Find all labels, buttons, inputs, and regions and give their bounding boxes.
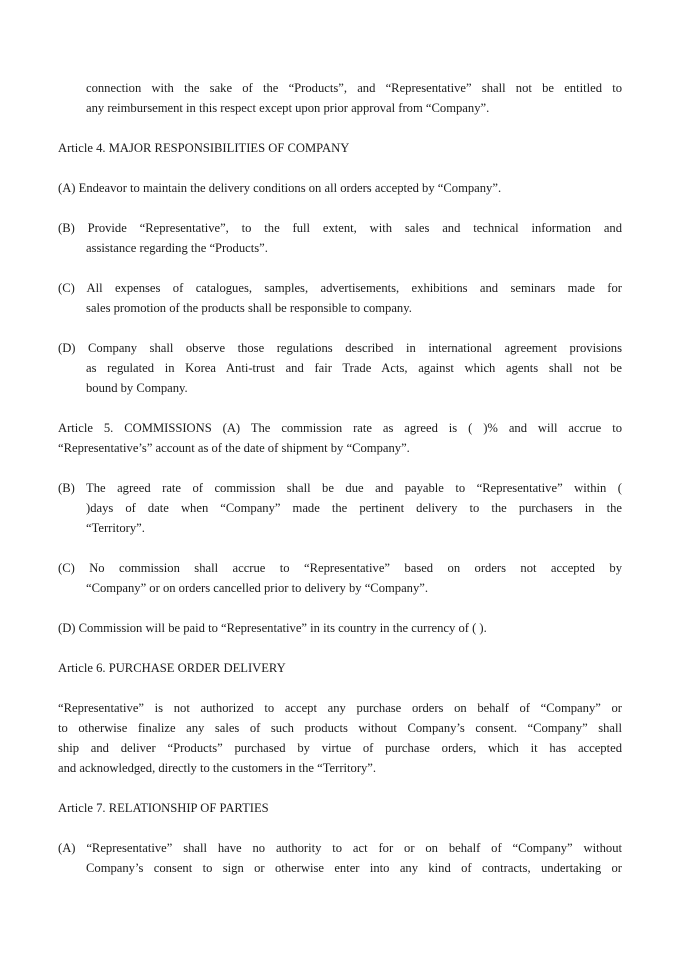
article-heading [58,138,622,158]
text-line: Article 4. MAJOR RESPONSIBILITIES OF COMPANY [58,141,350,155]
paragraph [58,338,622,398]
text-line: (A) Endeavor to maintain the delivery conditions on all orders accepted by “Company”. [58,181,502,195]
text-line: (A) “Representative” shall have no authority to act for or on behalf of “Company” without [58,841,622,855]
paragraph [58,218,622,258]
paragraph [58,838,622,878]
text-line: ship and deliver “Products” purchased by virtue of purchase orders, which it has accepted [58,741,622,755]
text-line: bound by Company. [86,381,188,395]
text-line: sales promotion of the products shall be responsible to company. [86,301,412,315]
paragraph [58,78,622,118]
text-line: “Representative” is not authorized to accept any purchase orders on behalf of “Company” or [58,701,622,715]
text-line: “Territory”. [86,521,145,535]
text-line: as regulated in Korea Anti-trust and fair Trade Acts, against which agents shall not be [86,361,622,375]
text-line: assistance regarding the “Products”. [86,241,268,255]
text-line: any reimbursement in this respect except upon prior approval from “Company”. [86,101,490,115]
text-line: (D) Commission will be paid to “Representative” in its country in the currency of ( ). [58,621,487,635]
text-line: “Representative’s” account as of the date of shipment by “Company”. [58,441,410,455]
text-line: (C) All expenses of catalogues, samples, advertisements, exhibitions and seminars made for [58,281,622,295]
article-heading [58,658,622,678]
text-line: “Company” or on orders cancelled prior to delivery by “Company”. [86,581,429,595]
text-line: (D) Company shall observe those regulations described in international agreement provisions [58,341,622,355]
paragraph [58,558,622,598]
paragraph [58,278,622,318]
text-line: )days of date when “Company” made the pertinent delivery to the purchasers in the [86,501,622,515]
paragraph [58,698,622,778]
paragraph [58,478,622,538]
text-line: (C) No commission shall accrue to “Representative” based on orders not accepted by [58,561,622,575]
text-line: Article 7. RELATIONSHIP OF PARTIES [58,801,269,815]
paragraph [58,418,622,458]
document-page [58,78,622,898]
text-line: Article 6. PURCHASE ORDER DELIVERY [58,661,286,675]
text-line: connection with the sake of the “Products”, and “Representative” shall not be entitled to [86,81,622,95]
text-line: (B) The agreed rate of commission shall be due and payable to “Representative” within ( [58,481,622,495]
text-line: Company’s consent to sign or otherwise enter into any kind of contracts, undertaking or [86,861,622,875]
text-line: Article 5. COMMISSIONS (A) The commission rate as agreed is ( )% and will accrue to [58,421,622,435]
paragraph [58,618,622,638]
text-line: to otherwise finalize any sales of such products without Company’s consent. “Company” shall [58,721,622,735]
paragraph [58,178,622,198]
article-heading [58,798,622,818]
text-line: (B) Provide “Representative”, to the full extent, with sales and technical information and [58,221,622,235]
text-line: and acknowledged, directly to the customers in the “Territory”. [58,761,377,775]
